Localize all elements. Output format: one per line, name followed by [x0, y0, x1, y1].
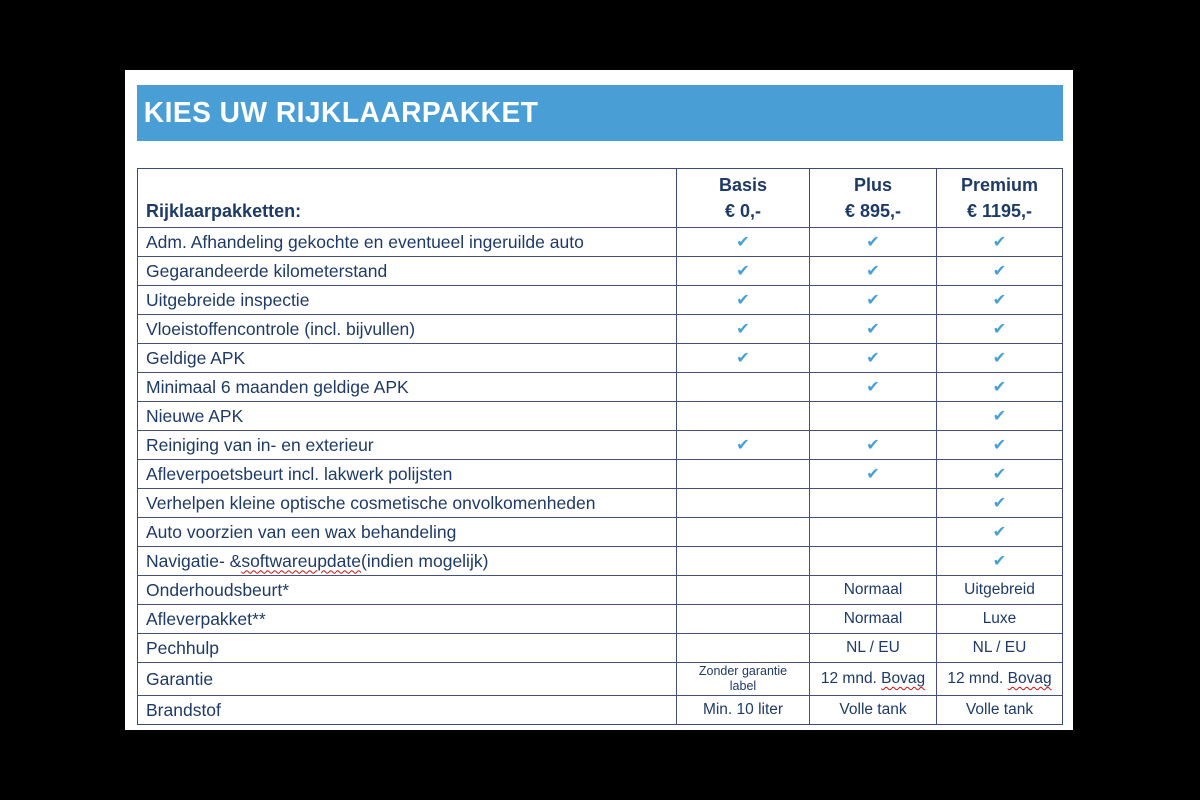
feature-cell — [809, 663, 936, 695]
feature-cell — [936, 344, 1062, 372]
feature-cell — [936, 489, 1062, 517]
feature-cell-empty — [809, 402, 936, 430]
row-label: Minimaal 6 maanden geldige APK — [146, 376, 409, 397]
table-row — [138, 546, 1062, 575]
table-row — [138, 430, 1062, 459]
check-icon: ✔ — [736, 319, 750, 338]
column-header-premium — [936, 169, 1062, 227]
feature-cell-empty — [676, 634, 809, 662]
column-name: Plus — [853, 174, 892, 195]
row-label: Verhelpen kleine optische cosmetische onvolkomenheden — [146, 492, 596, 513]
feature-cell — [936, 605, 1062, 633]
cell-text: Normaal — [843, 581, 903, 598]
check-icon: ✔ — [992, 261, 1007, 280]
check-icon: ✔ — [992, 232, 1007, 251]
feature-cell — [809, 315, 936, 343]
check-icon: ✔ — [736, 232, 750, 251]
row-label: Auto voorzien van een wax behandeling — [146, 521, 457, 542]
page-title: KIES UW RIJKLAARPAKKET — [143, 96, 539, 129]
check-icon: ✔ — [992, 290, 1007, 309]
cell-text: NL / EU — [846, 639, 900, 656]
feature-cell-empty — [676, 373, 809, 401]
table-row — [138, 517, 1062, 546]
cell-text: 12 mnd. Bovag — [947, 670, 1052, 687]
feature-cell — [676, 431, 809, 459]
check-icon: ✔ — [992, 493, 1007, 512]
table-row — [138, 285, 1062, 314]
title-bar — [137, 85, 1063, 141]
feature-cell-empty — [676, 576, 809, 604]
check-icon: ✔ — [992, 406, 1007, 425]
check-icon: ✔ — [866, 348, 880, 367]
feature-cell-empty — [676, 402, 809, 430]
row-label: Pechhulp — [146, 637, 219, 658]
row-label: Navigatie- & softwareupdate (indien mogelijk) — [146, 550, 489, 571]
feature-cell-empty — [809, 547, 936, 575]
feature-cell — [936, 431, 1062, 459]
cell-text: Volle tank — [965, 701, 1034, 718]
feature-cell — [676, 228, 809, 256]
table-row — [138, 575, 1062, 604]
row-header-label: Rijklaarpakketten: — [146, 201, 302, 221]
feature-cell — [809, 257, 936, 285]
table-row — [138, 256, 1062, 285]
check-icon: ✔ — [866, 464, 880, 483]
feature-cell — [936, 228, 1062, 256]
feature-cell-empty — [809, 489, 936, 517]
feature-cell — [809, 373, 936, 401]
column-price: € 895,- — [844, 201, 902, 221]
feature-cell — [936, 696, 1062, 724]
feature-cell-empty — [809, 518, 936, 546]
column-name: Premium — [960, 174, 1039, 195]
check-icon: ✔ — [736, 261, 750, 280]
check-icon: ✔ — [736, 435, 750, 454]
row-label: Brandstof — [146, 699, 221, 720]
feature-cell — [809, 286, 936, 314]
table-row — [138, 227, 1062, 256]
feature-cell — [936, 286, 1062, 314]
table-body — [138, 227, 1062, 724]
feature-cell — [936, 373, 1062, 401]
column-name: Basis — [718, 174, 768, 195]
row-label: Geldige APK — [146, 347, 246, 368]
column-price: € 1195,- — [966, 201, 1033, 221]
check-icon: ✔ — [736, 290, 750, 309]
misspelled-word: softwareupdate — [241, 550, 361, 571]
cell-text: Min. 10 liter — [702, 701, 784, 718]
column-header-plus — [809, 169, 936, 227]
feature-cell — [809, 460, 936, 488]
row-label: Nieuwe APK — [146, 405, 244, 426]
feature-cell — [676, 663, 809, 695]
feature-cell — [809, 696, 936, 724]
row-label: Afleverpakket** — [146, 608, 266, 629]
feature-cell-empty — [676, 547, 809, 575]
content-panel — [125, 70, 1073, 730]
feature-cell — [936, 315, 1062, 343]
table-row — [138, 488, 1062, 517]
check-icon: ✔ — [866, 435, 880, 454]
feature-cell — [936, 634, 1062, 662]
feature-cell — [809, 228, 936, 256]
feature-cell — [936, 663, 1062, 695]
feature-cell — [936, 547, 1062, 575]
table-row — [138, 459, 1062, 488]
row-label: Gegarandeerde kilometerstand — [146, 260, 388, 281]
check-icon: ✔ — [992, 319, 1007, 338]
check-icon: ✔ — [992, 435, 1007, 454]
feature-cell — [809, 634, 936, 662]
cell-text: Zonder garantie label — [698, 664, 788, 693]
misspelled-word: Bovag — [881, 670, 926, 687]
table-row — [138, 695, 1062, 724]
misspelled-word: Bovag — [1007, 670, 1052, 687]
row-label: Afleverpoetsbeurt incl. lakwerk polijsten — [146, 463, 453, 484]
feature-cell — [936, 402, 1062, 430]
check-icon: ✔ — [992, 377, 1007, 396]
feature-cell — [676, 344, 809, 372]
table-row — [138, 662, 1062, 695]
feature-cell — [936, 518, 1062, 546]
feature-cell — [936, 257, 1062, 285]
column-header-basis — [676, 169, 809, 227]
feature-cell-empty — [676, 518, 809, 546]
feature-cell-empty — [676, 489, 809, 517]
check-icon: ✔ — [992, 551, 1007, 570]
check-icon: ✔ — [866, 232, 880, 251]
feature-cell-empty — [676, 460, 809, 488]
row-label: Adm. Afhandeling gekochte en eventueel ingeruilde auto — [146, 231, 584, 252]
cell-text: Normaal — [843, 610, 903, 627]
cell-text: 12 mnd. Bovag — [820, 670, 926, 687]
table-row — [138, 633, 1062, 662]
table-row — [138, 343, 1062, 372]
table-row — [138, 372, 1062, 401]
feature-cell-empty — [676, 605, 809, 633]
check-icon: ✔ — [992, 348, 1007, 367]
feature-cell — [676, 696, 809, 724]
feature-cell — [809, 605, 936, 633]
feature-cell — [676, 286, 809, 314]
table-row — [138, 604, 1062, 633]
feature-cell — [809, 431, 936, 459]
row-label: Vloeistoffencontrole (incl. bijvullen) — [146, 318, 416, 339]
row-label: Onderhoudsbeurt* — [146, 579, 290, 600]
check-icon: ✔ — [866, 261, 880, 280]
column-price: € 0,- — [724, 201, 762, 221]
cell-text: Uitgebreid — [964, 581, 1035, 598]
cell-text: Luxe — [982, 610, 1017, 627]
check-icon: ✔ — [992, 464, 1007, 483]
cell-text: NL / EU — [972, 639, 1027, 656]
feature-cell — [676, 315, 809, 343]
feature-cell — [936, 460, 1062, 488]
check-icon: ✔ — [736, 348, 750, 367]
check-icon: ✔ — [866, 319, 880, 338]
row-label: Reiniging van in- en exterieur — [146, 434, 374, 455]
check-icon: ✔ — [866, 377, 880, 396]
feature-cell — [676, 257, 809, 285]
row-label: Garantie — [146, 668, 214, 689]
row-label: Uitgebreide inspectie — [146, 289, 310, 310]
table-header-row — [138, 169, 1062, 227]
feature-cell — [809, 344, 936, 372]
cell-text: Volle tank — [839, 701, 907, 718]
package-comparison-table — [137, 168, 1063, 725]
feature-cell — [936, 576, 1062, 604]
table-row — [138, 314, 1062, 343]
check-icon: ✔ — [992, 522, 1007, 541]
table-row — [138, 401, 1062, 430]
check-icon: ✔ — [866, 290, 880, 309]
feature-cell — [809, 576, 936, 604]
